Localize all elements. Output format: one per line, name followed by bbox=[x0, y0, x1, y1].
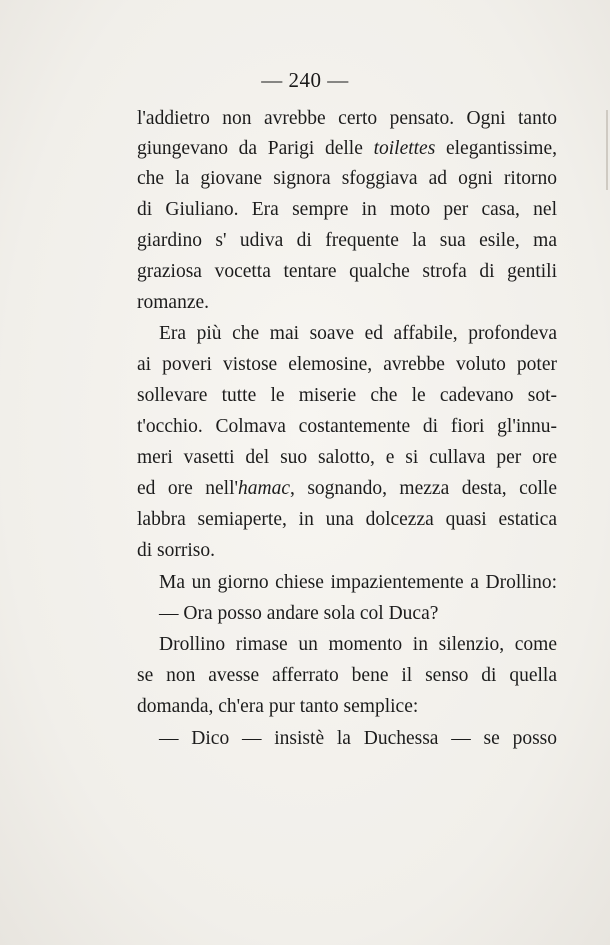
text-line: di sorriso. bbox=[137, 540, 215, 561]
italic-word: toilettes bbox=[373, 138, 436, 159]
text-line: giardino s' udiva di frequente la sua esile, ma bbox=[137, 230, 557, 251]
text-line: — Ora posso andare sola col Duca? bbox=[159, 603, 439, 624]
text-line bbox=[137, 474, 557, 504]
text-span: elegantissime, bbox=[435, 138, 557, 159]
text-line: di Giuliano. Era sempre in moto per casa, nel bbox=[137, 199, 557, 220]
text-span: , sognando, mezza desta, colle bbox=[290, 478, 557, 499]
text-span: ed ore nell' bbox=[137, 478, 238, 499]
text-line: l'addietro non avrebbe certo pensato. Ogni tanto bbox=[137, 108, 557, 129]
italic-word: hamac bbox=[238, 478, 290, 499]
text-line: sollevare tutte le miserie che le cadevano sot- bbox=[137, 385, 557, 406]
page-edge-mark bbox=[606, 110, 608, 190]
text-line: meri vasetti del suo salotto, e si cullava per ore bbox=[137, 447, 557, 468]
text-line: Ma un giorno chiese impazientemente a Drollino: bbox=[159, 572, 557, 593]
text-line: graziosa vocetta tentare qualche strofa di gentili bbox=[137, 261, 557, 282]
text-line: se non avesse afferrato bene il senso di quella bbox=[137, 665, 557, 686]
text-line: Era più che mai soave ed affabile, profondeva bbox=[159, 323, 557, 344]
text-line: che la giovane signora sfoggiava ad ogni ritorno bbox=[137, 168, 557, 189]
text-line: t'occhio. Colmava costantemente di fiori gl'innu- bbox=[137, 416, 557, 437]
text-line bbox=[137, 134, 557, 164]
text-line: — Dico — insistè la Duchessa — se posso bbox=[159, 728, 557, 749]
text-line: domanda, ch'era pur tanto semplice: bbox=[137, 696, 419, 717]
text-line: Drollino rimase un momento in silenzio, come bbox=[159, 634, 557, 655]
text-span: giungevano da Parigi delle bbox=[137, 138, 374, 159]
text-line: ai poveri vistose elemosine, avrebbe voluto poter bbox=[137, 354, 557, 375]
text-line: romanze. bbox=[137, 292, 210, 313]
page-number-header: — 240 — bbox=[261, 68, 349, 92]
text-line: labbra semiaperte, in una dolcezza quasi estatica bbox=[137, 509, 557, 530]
